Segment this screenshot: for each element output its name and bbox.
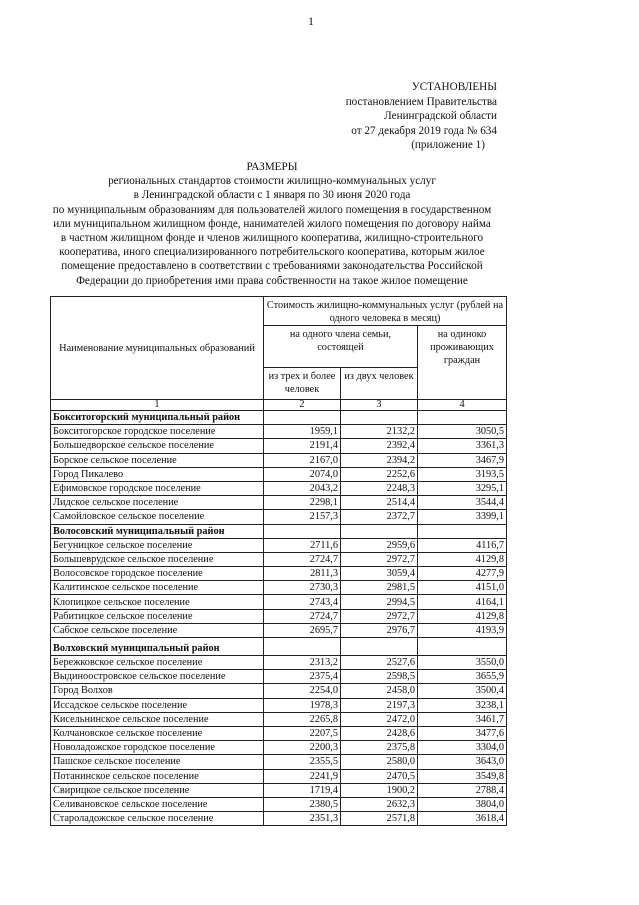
table-row bbox=[51, 769, 507, 783]
page-number: 1 bbox=[308, 14, 314, 28]
table-row bbox=[51, 797, 507, 811]
settlement-name: Свирицкое сельское поселение bbox=[51, 783, 264, 797]
cost-two: 2571,8 bbox=[341, 812, 418, 826]
table-row bbox=[51, 623, 507, 637]
table-row bbox=[51, 510, 507, 524]
cost-single: 3804,0 bbox=[418, 797, 507, 811]
cost-two: 2470,5 bbox=[341, 769, 418, 783]
cost-three-plus: 2167,0 bbox=[264, 453, 341, 467]
table-row bbox=[51, 670, 507, 684]
empty-cell bbox=[418, 638, 507, 656]
table-row bbox=[51, 439, 507, 453]
settlement-name: Ефимовское городское поселение bbox=[51, 481, 264, 495]
approval-line: УСТАНОВЛЕНЫ bbox=[411, 81, 497, 93]
settlement-name: Самойловское сельское поселение bbox=[51, 510, 264, 524]
cost-three-plus: 2724,7 bbox=[264, 609, 341, 623]
cost-single: 4277,9 bbox=[418, 567, 507, 581]
table-row bbox=[51, 538, 507, 552]
cost-two: 2972,7 bbox=[341, 552, 418, 566]
subtitle-line: региональных стандартов стоимости жилищно-коммунальных услуг bbox=[108, 175, 436, 188]
cost-two: 2197,3 bbox=[341, 698, 418, 712]
table-row bbox=[51, 783, 507, 797]
cost-three-plus: 2380,5 bbox=[264, 797, 341, 811]
table-row bbox=[51, 698, 507, 712]
cost-two: 2527,6 bbox=[341, 656, 418, 670]
cost-three-plus: 2375,4 bbox=[264, 670, 341, 684]
cost-single: 4116,7 bbox=[418, 538, 507, 552]
standards-table bbox=[50, 296, 507, 826]
settlement-name: Бокситогорское городское поселение bbox=[51, 425, 264, 439]
settlement-name: Колчановское сельское поселение bbox=[51, 726, 264, 740]
approval-line: постановлением Правительства bbox=[345, 95, 497, 108]
document-title: РАЗМЕРЫ bbox=[246, 161, 298, 173]
cost-two: 2394,2 bbox=[341, 453, 418, 467]
table-row bbox=[51, 726, 507, 740]
cost-three-plus: 2743,4 bbox=[264, 595, 341, 609]
cost-single: 3050,5 bbox=[418, 425, 507, 439]
cost-two: 2972,7 bbox=[341, 609, 418, 623]
cost-single: 3361,3 bbox=[418, 439, 507, 453]
header-two: из двух человек bbox=[341, 368, 418, 400]
cost-three-plus: 2811,3 bbox=[264, 567, 341, 581]
settlement-name: Кисельнинское сельское поселение bbox=[51, 712, 264, 726]
cost-two: 1900,2 bbox=[341, 783, 418, 797]
header-single: на одиноко проживающих граждан bbox=[418, 326, 507, 400]
empty-cell bbox=[418, 524, 507, 538]
subtitle-line: кооператива, иного специализированного потребительского кооператива, которым жилое bbox=[59, 246, 485, 259]
table-row bbox=[51, 741, 507, 755]
table-row bbox=[51, 567, 507, 581]
cost-three-plus: 2711,6 bbox=[264, 538, 341, 552]
cost-three-plus: 2157,3 bbox=[264, 510, 341, 524]
settlement-name: Новоладожское городское поселение bbox=[51, 741, 264, 755]
district-row bbox=[51, 524, 507, 538]
cost-two: 2252,6 bbox=[341, 467, 418, 481]
cost-three-plus: 2241,9 bbox=[264, 769, 341, 783]
table-row bbox=[51, 453, 507, 467]
cost-single: 3550,0 bbox=[418, 656, 507, 670]
cost-three-plus: 2043,2 bbox=[264, 481, 341, 495]
cost-three-plus: 2265,8 bbox=[264, 712, 341, 726]
header-name: Наименование муниципальных образований bbox=[51, 297, 264, 400]
settlement-name: Калитинское сельское поселение bbox=[51, 581, 264, 595]
cost-two: 2598,5 bbox=[341, 670, 418, 684]
table-row bbox=[51, 496, 507, 510]
cost-three-plus: 2254,0 bbox=[264, 684, 341, 698]
cost-single: 3477,6 bbox=[418, 726, 507, 740]
document-title-block bbox=[40, 160, 504, 288]
cost-single: 3399,1 bbox=[418, 510, 507, 524]
cost-three-plus: 2724,7 bbox=[264, 552, 341, 566]
settlement-name: Иссадское сельское поселение bbox=[51, 698, 264, 712]
cost-two: 2248,3 bbox=[341, 481, 418, 495]
district-row bbox=[51, 638, 507, 656]
cost-three-plus: 2695,7 bbox=[264, 623, 341, 637]
cost-three-plus: 2355,5 bbox=[264, 755, 341, 769]
cost-single: 3655,9 bbox=[418, 670, 507, 684]
cost-single: 3193,5 bbox=[418, 467, 507, 481]
settlement-name: Большедворское сельское поселение bbox=[51, 439, 264, 453]
empty-cell bbox=[264, 524, 341, 538]
cost-two: 2375,8 bbox=[341, 741, 418, 755]
cost-two: 2428,6 bbox=[341, 726, 418, 740]
cost-three-plus: 1719,4 bbox=[264, 783, 341, 797]
cost-single: 4151,0 bbox=[418, 581, 507, 595]
cost-two: 2959,6 bbox=[341, 538, 418, 552]
cost-three-plus: 2313,2 bbox=[264, 656, 341, 670]
cost-single: 3643,0 bbox=[418, 755, 507, 769]
cost-three-plus: 2351,3 bbox=[264, 812, 341, 826]
settlement-name: Бережковское сельское поселение bbox=[51, 656, 264, 670]
col-num: 2 bbox=[264, 400, 341, 411]
cost-two: 2514,4 bbox=[341, 496, 418, 510]
settlement-name: Город Волхов bbox=[51, 684, 264, 698]
header-family: на одного члена семьи, состоящей bbox=[264, 326, 418, 368]
cost-three-plus: 2074,0 bbox=[264, 467, 341, 481]
table-row bbox=[51, 656, 507, 670]
settlement-name: Большеврудское сельское поселение bbox=[51, 552, 264, 566]
settlement-name: Выдиноостровское сельское поселение bbox=[51, 670, 264, 684]
col-num: 1 bbox=[51, 400, 264, 411]
settlement-name: Клопицкое сельское поселение bbox=[51, 595, 264, 609]
cost-two: 2472,0 bbox=[341, 712, 418, 726]
empty-cell bbox=[341, 411, 418, 425]
cost-two: 2458,0 bbox=[341, 684, 418, 698]
settlement-name: Борское сельское поселение bbox=[51, 453, 264, 467]
empty-cell bbox=[341, 524, 418, 538]
subtitle-line: или муниципальном жилищном фонде, нанимателей жилого помещения по договору найма bbox=[53, 217, 491, 230]
cost-single: 4164,1 bbox=[418, 595, 507, 609]
header-three: из трех и более человек bbox=[264, 368, 341, 400]
table-row bbox=[51, 609, 507, 623]
cost-two: 2580,0 bbox=[341, 755, 418, 769]
approval-line: от 27 декабря 2019 года № 634 bbox=[351, 124, 497, 137]
table-row bbox=[51, 812, 507, 826]
cost-two: 2994,5 bbox=[341, 595, 418, 609]
table-row bbox=[51, 595, 507, 609]
cost-three-plus: 2730,3 bbox=[264, 581, 341, 595]
cost-two: 3059,4 bbox=[341, 567, 418, 581]
settlement-name: Рабитицкое сельское поселение bbox=[51, 609, 264, 623]
table-row bbox=[51, 425, 507, 439]
settlement-name: Город Пикалево bbox=[51, 467, 264, 481]
settlement-name: Лидское сельское поселение bbox=[51, 496, 264, 510]
cost-single: 2788,4 bbox=[418, 783, 507, 797]
table-row bbox=[51, 552, 507, 566]
table-row bbox=[51, 581, 507, 595]
settlement-name: Потанинское сельское поселение bbox=[51, 769, 264, 783]
cost-single: 4193,9 bbox=[418, 623, 507, 637]
table-row bbox=[51, 712, 507, 726]
district-row bbox=[51, 411, 507, 425]
table-row bbox=[51, 684, 507, 698]
district-name: Волховский муниципальный район bbox=[51, 638, 264, 656]
table-row bbox=[51, 467, 507, 481]
cost-three-plus: 2191,4 bbox=[264, 439, 341, 453]
approval-line: (приложение 1) bbox=[411, 139, 485, 151]
cost-three-plus: 2298,1 bbox=[264, 496, 341, 510]
cost-single: 3549,8 bbox=[418, 769, 507, 783]
cost-two: 2981,5 bbox=[341, 581, 418, 595]
subtitle-line: в частном жилищном фонде и членов жилищного кооператива, жилищно-строительного bbox=[60, 232, 484, 245]
cost-two: 2976,7 bbox=[341, 623, 418, 637]
cost-single: 3500,4 bbox=[418, 684, 507, 698]
cost-two: 2372,7 bbox=[341, 510, 418, 524]
settlement-name: Селивановское сельское поселение bbox=[51, 797, 264, 811]
cost-single: 3295,1 bbox=[418, 481, 507, 495]
cost-single: 4129,8 bbox=[418, 609, 507, 623]
settlement-name: Волосовское городское поселение bbox=[51, 567, 264, 581]
cost-single: 3618,4 bbox=[418, 812, 507, 826]
cost-three-plus: 2207,5 bbox=[264, 726, 341, 740]
subtitle-line: по муниципальным образованиям для пользователей жилого помещения в государственном bbox=[52, 203, 492, 216]
district-name: Бокситогорский муниципальный район bbox=[51, 411, 264, 425]
cost-single: 4129,8 bbox=[418, 552, 507, 566]
col-num: 3 bbox=[341, 400, 418, 411]
approval-line: Ленинградской области bbox=[384, 110, 497, 122]
cost-three-plus: 1978,3 bbox=[264, 698, 341, 712]
settlement-name: Сабское сельское поселение bbox=[51, 623, 264, 637]
subtitle-line: помещение предоставлено в соответствии с требованиями законодательства Российской bbox=[61, 260, 483, 273]
col-num: 4 bbox=[418, 400, 507, 411]
empty-cell bbox=[264, 411, 341, 425]
cost-three-plus: 2200,3 bbox=[264, 741, 341, 755]
cost-two: 2132,2 bbox=[341, 425, 418, 439]
subtitle-line: в Ленинградской области с 1 января по 30 июня 2020 года bbox=[133, 189, 411, 202]
settlement-name: Пашское сельское поселение bbox=[51, 755, 264, 769]
cost-single: 3461,7 bbox=[418, 712, 507, 726]
subtitle-line: Федерации до приобретения ими права собственности на такое жилое помещение bbox=[76, 274, 468, 287]
empty-cell bbox=[341, 638, 418, 656]
cost-single: 3544,4 bbox=[418, 496, 507, 510]
settlement-name: Бегуницкое сельское поселение bbox=[51, 538, 264, 552]
cost-single: 3467,9 bbox=[418, 453, 507, 467]
cost-two: 2632,3 bbox=[341, 797, 418, 811]
district-name: Волосовский муниципальный район bbox=[51, 524, 264, 538]
header-cost: Стоимость жилищно-коммунальных услуг (рублей на одного человека в месяц) bbox=[264, 297, 507, 326]
approval-block bbox=[346, 80, 497, 153]
cost-two: 2392,4 bbox=[341, 439, 418, 453]
empty-cell bbox=[264, 638, 341, 656]
cost-single: 3304,0 bbox=[418, 741, 507, 755]
empty-cell bbox=[418, 411, 507, 425]
table-row bbox=[51, 755, 507, 769]
cost-three-plus: 1959,1 bbox=[264, 425, 341, 439]
settlement-name: Староладожское сельское поселение bbox=[51, 812, 264, 826]
table-row bbox=[51, 481, 507, 495]
cost-single: 3238,1 bbox=[418, 698, 507, 712]
